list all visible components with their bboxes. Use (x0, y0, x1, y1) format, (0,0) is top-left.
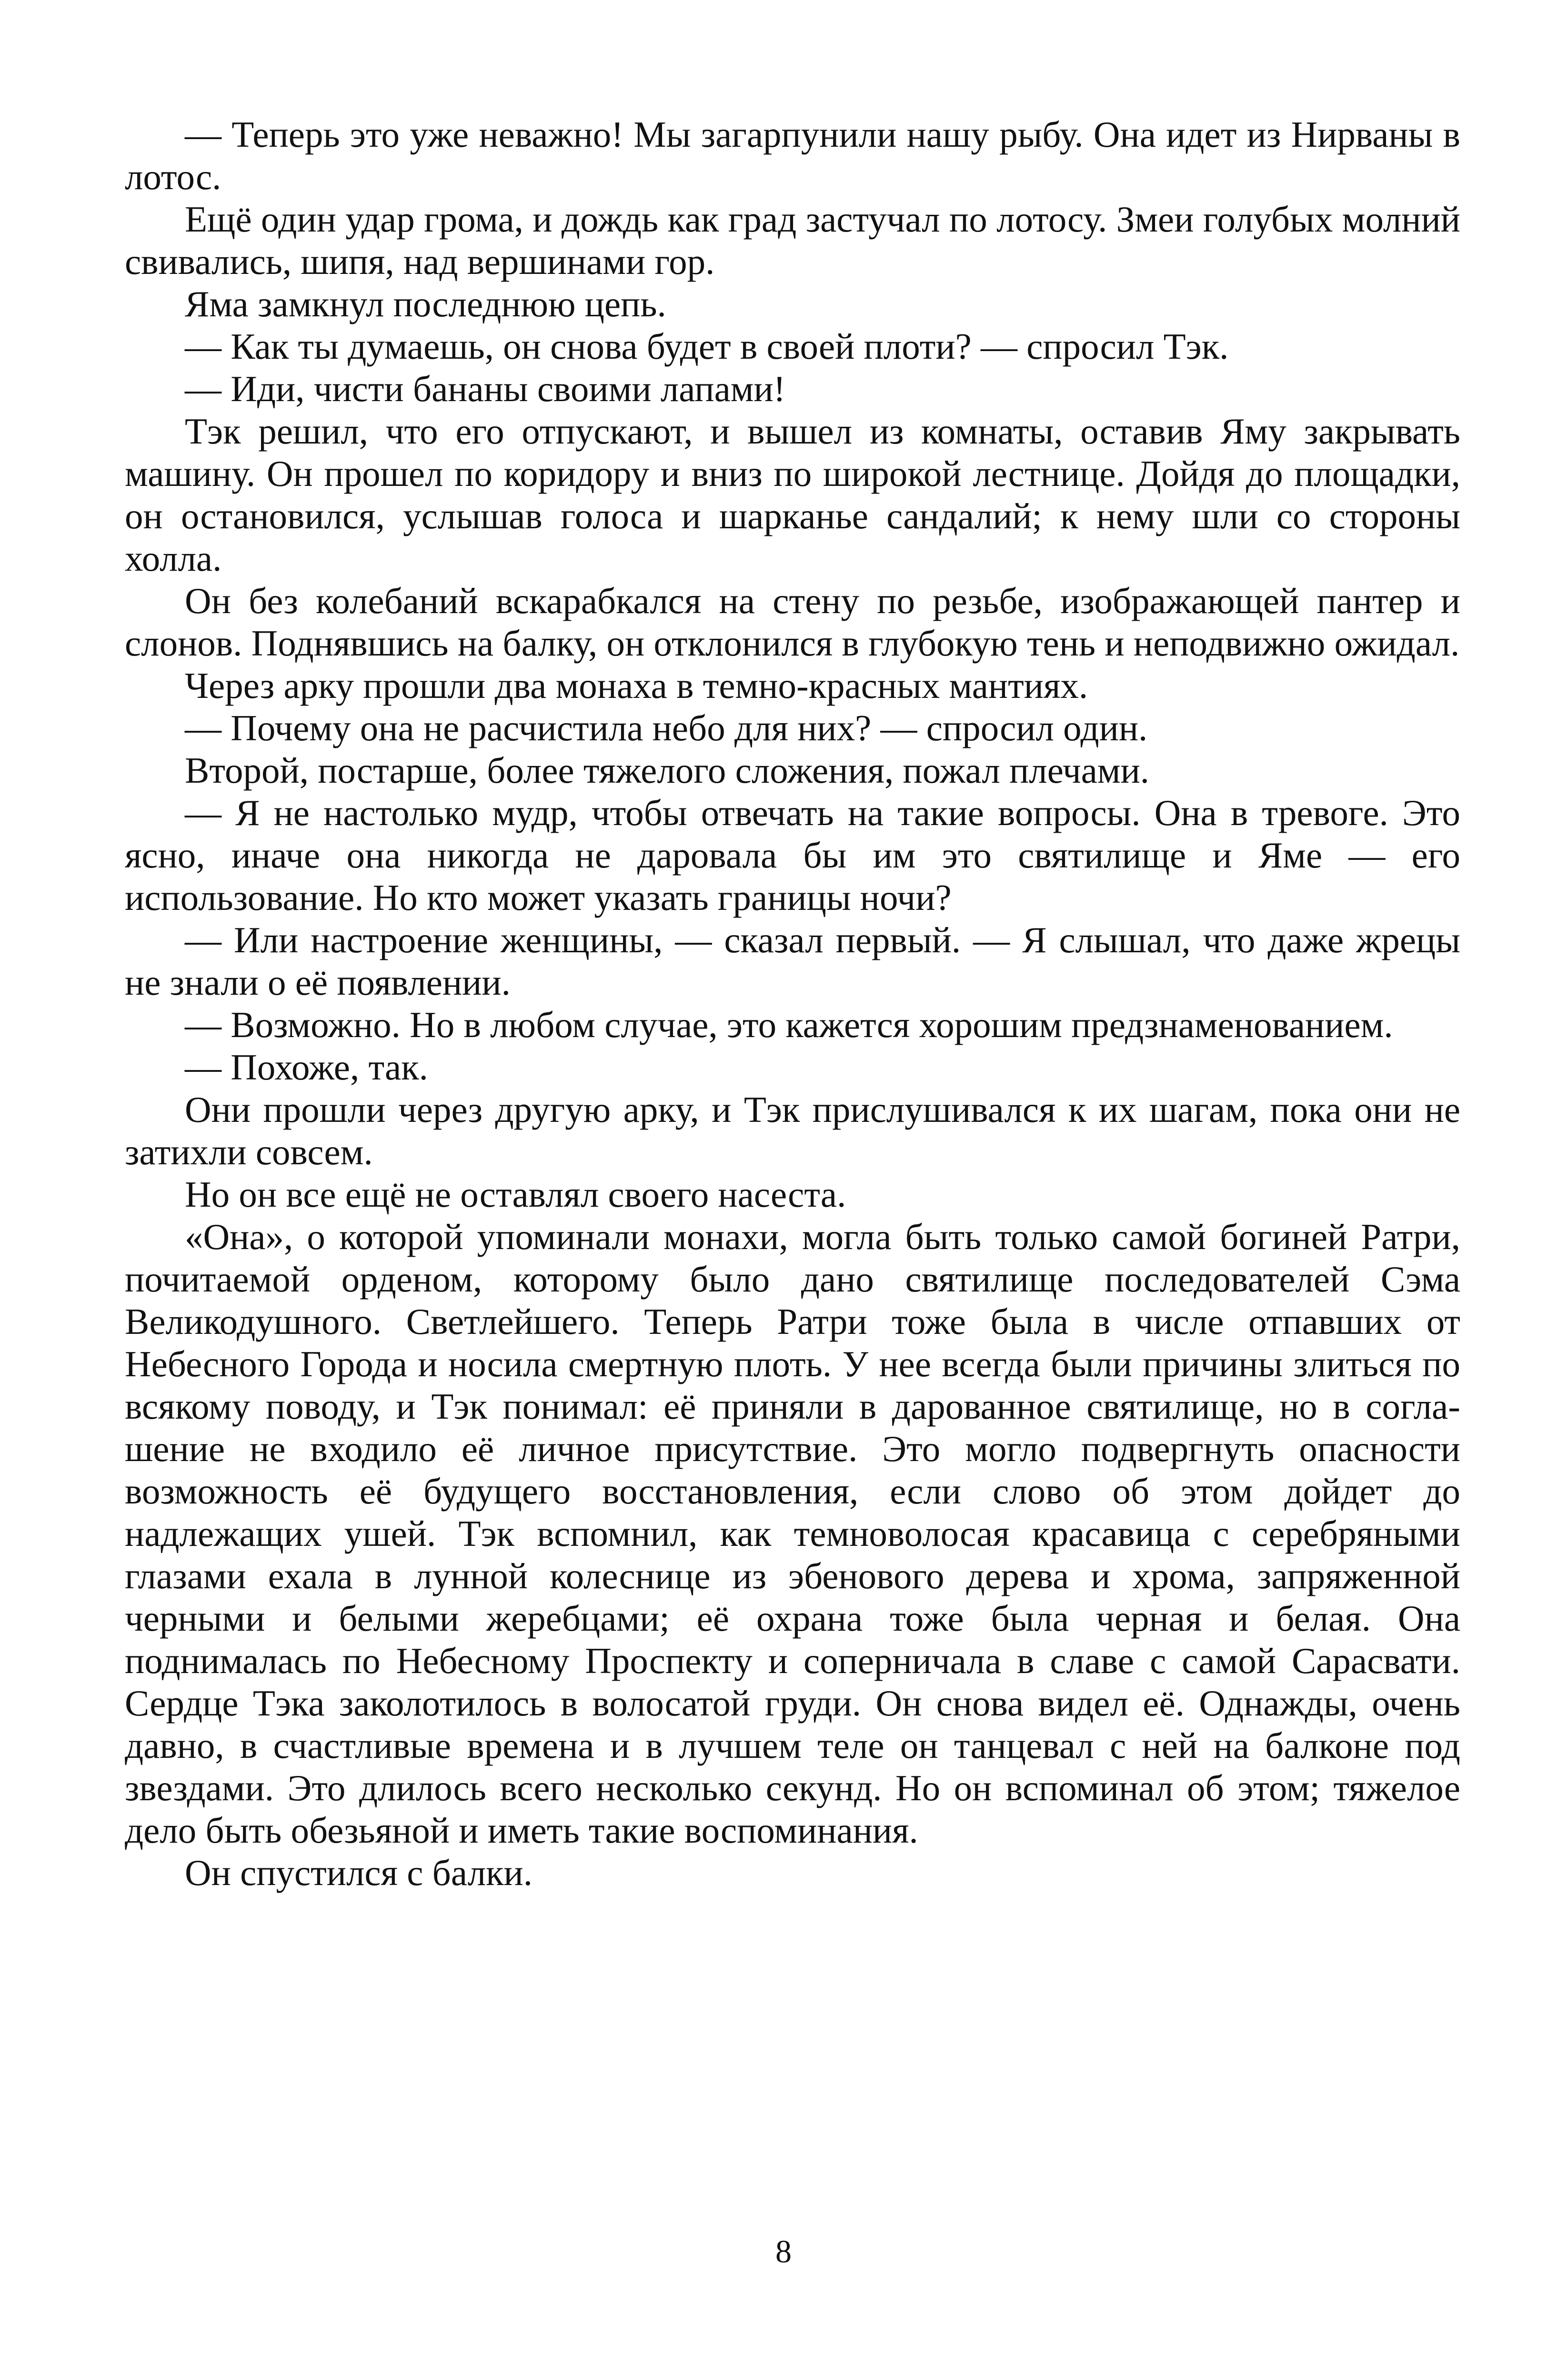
paragraph-7: Он без колебаний вскарабкался на стену по резьбе, изображающей пантер и слонов. Поднявшись на балку, он отклонился в глубокую тень и неподвижно ожидал. (125, 580, 1460, 664)
paragraph-14: — Похоже, так. (185, 1047, 428, 1088)
paragraph-2: Ещё один удар грома, и дождь как град застучал по лотосу. Змеи голубых молний свивались, шипя, над вершинами гор. (125, 199, 1460, 282)
paragraph-18: Он спустился с балки. (185, 1852, 532, 1893)
paragraph-11: — Я не настолько мудр, чтобы отвечать на такие вопросы. Она в тревоге. Это ясно, иначе она никогда не даровала бы им это святилище и Яме — его использование. Но кто может указать границы ночи? (125, 792, 1460, 918)
paragraph-1: — Теперь это уже неважно! Мы загарпунили нашу рыбу. Она идет из Нирваны в лотос. (125, 114, 1460, 197)
paragraph-6: Тэк решил, что его отпускают, и вышел из комнаты, оставив Яму закрывать машину. Он прошел по коридору и вниз по широкой лестнице. Дойдя до площадки, он остановился, услышав голоса и шарканье сандалий; к нему шли со стороны холла. (125, 411, 1460, 579)
paragraph-15: Они прошли через другую арку, и Тэк прислушивался к их шагам, пока они не затихли совсем. (125, 1089, 1460, 1172)
paragraph-12: — Или настроение женщины, — сказал первый. — Я слышал, что даже жрецы не знали о её появлении. (125, 919, 1460, 1003)
paragraph-16: Но он все ещё не оставлял своего насеста. (185, 1174, 846, 1215)
page-text (125, 113, 1460, 1894)
paragraph-9: — Почему она не расчистила небо для них? — спросил один. (185, 707, 1148, 748)
paragraph-3: Яма замкнул последнюю цепь. (185, 283, 666, 324)
paragraph-10: Второй, постарше, более тяжелого сложения, пожал плечами. (185, 750, 1150, 791)
page-number: 8 (775, 2233, 792, 2269)
paragraph-4: — Как ты думаешь, он снова будет в своей плоти? — спросил Тэк. (185, 326, 1229, 367)
paragraph-17: «Она», о которой упоминали монахи, могла быть только самой богиней Ратри, почитаемой орденом, которому было дано святилище последователей Сэма Великодушного. Светлейшего. Теперь Ратри тоже была в числе отпавших от Небесного Города и носила смертную плоть. У нее всегда были причины злиться по всякому поводу, и Тэк понимал: её приняли в дарованное святилище, но в соглашение не входило её личное присутствие. Это могло подвергнуть опасности возможность её будущего восстановления, если слово об этом дойдет до надлежащих ушей. Тэк вспомнил, как темноволосая красавица с серебряными глазами ехала в лунной колеснице из эбенового дерева и хрома, запряженной черными и белыми жеребцами; её охрана тоже была черная и белая. Она поднималась по Небесному Проспекту и соперничала в славе с самой Сарасвати. Сердце Тэка заколотилось в волосатой груди. Он снова видел её. Однажды, очень давно, в счастливые времена и в лучшем теле он танцевал с ней на балконе под звездами. Это длилось всего несколько секунд. Но он вспоминал об этом; тяжелое дело быть обезьяной и иметь такие воспоминания. (125, 1216, 1460, 1851)
paragraph-13: — Возможно. Но в любом случае, это кажется хорошим предзнаменованием. (185, 1004, 1393, 1045)
paragraph-8: Через арку прошли два монаха в темно-красных мантиях. (185, 665, 1088, 706)
paragraph-5: — Иди, чисти бананы своими лапами! (185, 368, 786, 409)
